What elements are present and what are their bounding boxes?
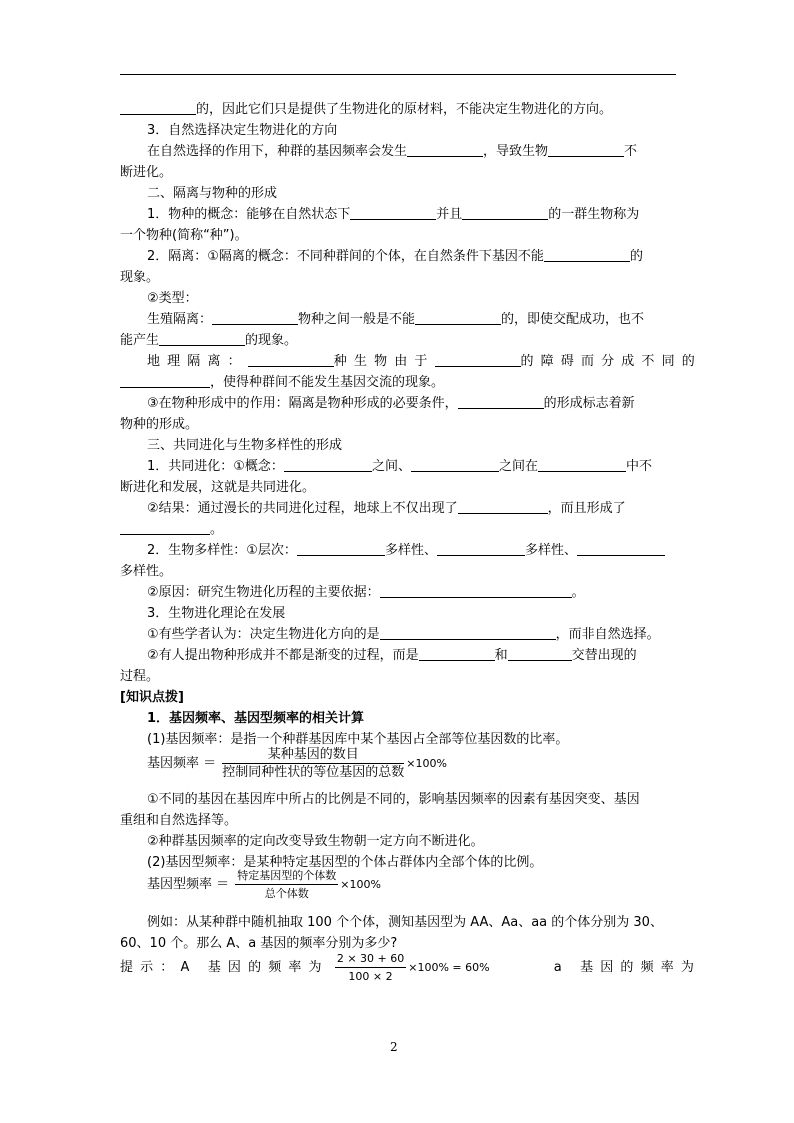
- header-rule: [120, 74, 676, 75]
- text: ①有些学者认为：决定生物进化方向的是: [147, 627, 380, 642]
- text-line-7: [120, 225, 248, 246]
- text: 二、隔离与物种的形成: [147, 186, 278, 201]
- text-line-6: [147, 204, 639, 225]
- text: 多样性。: [120, 564, 173, 579]
- fraction: [335, 950, 406, 985]
- fill-blank[interactable]: [458, 499, 548, 514]
- text: (2)基因型频率：是某种特定基因型的个体占群体内全部个体的比例。: [147, 855, 543, 870]
- numerator: 特定基因型的个体数: [235, 867, 338, 885]
- fill-blank[interactable]: [380, 625, 556, 640]
- text-line-20: [147, 498, 626, 519]
- fraction: [222, 746, 404, 781]
- text: 2．生物多样性：①层次：: [147, 543, 297, 558]
- text: 断进化和发展，这就是共同进化。: [120, 480, 316, 495]
- text-line-22: [147, 540, 665, 561]
- text: 重组和自然选择等。: [120, 813, 238, 828]
- knowledge-points-heading: [120, 687, 184, 708]
- text: 1．物种的概念：能够在自然状态下: [147, 207, 351, 222]
- text-line-23: [120, 561, 172, 582]
- section-heading-2: [147, 183, 277, 204]
- text: 和: [494, 648, 508, 663]
- text: ①不同的基因在基因库中所占的比例是不同的，影响基因频率的因素有基因突变、基因: [147, 792, 640, 807]
- fill-blank[interactable]: [120, 373, 210, 388]
- text: 1．基因频率、基因型频率的相关计算: [147, 711, 365, 726]
- denominator: 100 × 2: [348, 970, 393, 983]
- formula-genotype-frequency: [147, 867, 381, 903]
- heading-3-theory-development: [147, 603, 285, 624]
- denominator: 总个体数: [264, 887, 309, 900]
- text: 的现象。: [245, 333, 298, 348]
- formula-gene-frequency: [147, 746, 447, 782]
- text-line-27: [147, 645, 637, 666]
- fill-blank[interactable]: [159, 331, 245, 346]
- text-line-33: [147, 789, 640, 810]
- hint-label: 提示：A 基因的频率为: [120, 960, 329, 975]
- text-line-26: [147, 624, 660, 645]
- section-heading-3: [147, 435, 342, 456]
- text: ③在物种形成中的作用：隔离是物种形成的必要条件，: [147, 396, 458, 411]
- text: 之间、: [371, 459, 411, 474]
- calc-heading: [147, 708, 364, 729]
- text: 的，即使交配成功，也不: [501, 312, 645, 327]
- text: 3．生物进化理论在发展: [147, 606, 286, 621]
- text: ②原因：研究生物进化历程的主要依据：: [147, 585, 380, 600]
- text: 物种的形成。: [120, 417, 199, 432]
- text-line-28: [120, 666, 159, 687]
- fill-blank[interactable]: [411, 457, 499, 472]
- text: 之间在: [498, 459, 538, 474]
- text: ，使得种群间不能发生基因交流的现象。: [210, 375, 445, 390]
- text-line-9: [120, 267, 159, 288]
- text: 的: [629, 249, 643, 264]
- fill-blank[interactable]: [437, 541, 525, 556]
- text: 。: [571, 585, 585, 600]
- text-line-34: [120, 810, 237, 831]
- text: 1．共同进化：①概念：: [147, 459, 284, 474]
- fill-blank[interactable]: [435, 352, 521, 367]
- text: 多样性、: [524, 543, 577, 558]
- text-line-12: [120, 330, 297, 351]
- text: 断进化。: [120, 165, 173, 180]
- text-line-1: [120, 99, 612, 120]
- text: 60、10 个。那么 A、a 基因的频率分别为多少?: [120, 936, 398, 951]
- numerator: 2 × 30 + 60: [335, 950, 406, 968]
- text: [知识点拨]: [120, 690, 184, 705]
- text: 的一群生物称为: [548, 207, 640, 222]
- text-line-14: [120, 372, 444, 393]
- formula-label: 基因频率 ＝: [147, 756, 217, 771]
- text: 在自然选择的作用下，种群的基因频率会发生: [147, 144, 408, 159]
- hint-a-label: a 基因的频率为: [553, 960, 702, 975]
- fill-blank[interactable]: [538, 457, 626, 472]
- fill-blank[interactable]: [120, 520, 210, 535]
- formula-tail: ×100%: [340, 878, 381, 891]
- text: ，导致生物: [483, 144, 549, 159]
- text-line-18: [147, 456, 652, 477]
- text: 的，因此它们只是提供了生物进化的原材料，不能决定生物进化的方向。: [196, 102, 613, 117]
- text-line-15: [147, 393, 635, 414]
- text: 例如：从某种群中随机抽取 100 个个体，测知基因型为 AA、Aa、aa 的个体分别为 30、: [147, 915, 663, 930]
- text: 交替出现的: [571, 648, 637, 663]
- fill-blank[interactable]: [248, 352, 334, 367]
- fill-blank[interactable]: [212, 310, 298, 325]
- fill-blank[interactable]: [508, 646, 572, 661]
- text: 一个物种(简称“种”)。: [120, 228, 248, 243]
- text: 不: [624, 144, 638, 159]
- text: 多样性、: [384, 543, 437, 558]
- numerator: 某种基因的数目: [222, 746, 404, 764]
- text: 中不: [625, 459, 652, 474]
- text-line-19: [120, 477, 315, 498]
- text: 地理隔离：: [147, 354, 248, 369]
- formula-label: 基因型频率 ＝: [147, 877, 230, 892]
- text: 的障碍而分成不同的: [520, 354, 702, 369]
- text: 的形成标志着新: [543, 396, 635, 411]
- text-line-8: [147, 246, 643, 267]
- text: 并且: [436, 207, 463, 222]
- text: 2．隔离：①隔离的概念：不同种群间的个体，在自然条件下基因不能: [147, 249, 544, 264]
- text: 生殖隔离：: [147, 312, 213, 327]
- text: 过程。: [120, 669, 160, 684]
- text-line-38: [147, 912, 663, 933]
- fill-blank[interactable]: [458, 394, 544, 409]
- fill-blank[interactable]: [407, 142, 483, 157]
- fill-blank[interactable]: [380, 583, 572, 598]
- text-line-4: [120, 162, 172, 183]
- text-line-35: [147, 831, 484, 852]
- heading-3-natural-selection: [147, 120, 337, 141]
- fill-blank[interactable]: [548, 142, 624, 157]
- text: ②有人提出物种形成并不都是渐变的过程，而是: [147, 648, 419, 663]
- page-number: 2: [390, 1040, 398, 1054]
- text-line-3: [147, 141, 637, 162]
- fill-blank[interactable]: [577, 541, 665, 556]
- text: ②结果：通过漫长的共同进化过程，地球上不仅出现了: [147, 501, 458, 516]
- text-line-13: [147, 351, 702, 372]
- text: (1)基因频率：是指一个种群基因库中某个基因占全部等位基因数的比率。: [147, 732, 569, 747]
- text-line-11: [147, 309, 644, 330]
- fill-blank[interactable]: [297, 541, 385, 556]
- formula-tail: ×100%: [406, 757, 447, 770]
- text-line-16: [120, 414, 198, 435]
- text: 三、共同进化与生物多样性的形成: [147, 438, 343, 453]
- text: ，而且形成了: [547, 501, 626, 516]
- text: 。: [210, 522, 224, 537]
- text: ②种群基因频率的定向改变导致生物朝一定方向不断进化。: [147, 834, 484, 849]
- text: 种生物由于: [333, 354, 435, 369]
- text: 物种之间一般是不能: [298, 312, 416, 327]
- fill-blank[interactable]: [419, 646, 495, 661]
- text: 现象。: [120, 270, 160, 285]
- fill-blank[interactable]: [350, 205, 436, 220]
- formula-tail: ×100% = 60%: [408, 961, 490, 974]
- text-line-10: [147, 288, 198, 309]
- text: ②类型：: [147, 291, 198, 306]
- text-line-24: [147, 582, 585, 603]
- fill-blank[interactable]: [415, 310, 501, 325]
- hint-line: [120, 950, 701, 986]
- denominator: 控制同种性状的等位基因的总数: [222, 765, 405, 780]
- text: 能产生: [120, 333, 160, 348]
- fraction: [235, 867, 338, 902]
- text: 3．自然选择决定生物进化的方向: [147, 123, 338, 138]
- text-line-21: [120, 519, 223, 540]
- fill-blank[interactable]: [462, 205, 548, 220]
- fill-blank[interactable]: [544, 247, 630, 262]
- text: ，而非自然选择。: [555, 627, 660, 642]
- fill-blank[interactable]: [284, 457, 372, 472]
- fill-blank[interactable]: [120, 100, 196, 115]
